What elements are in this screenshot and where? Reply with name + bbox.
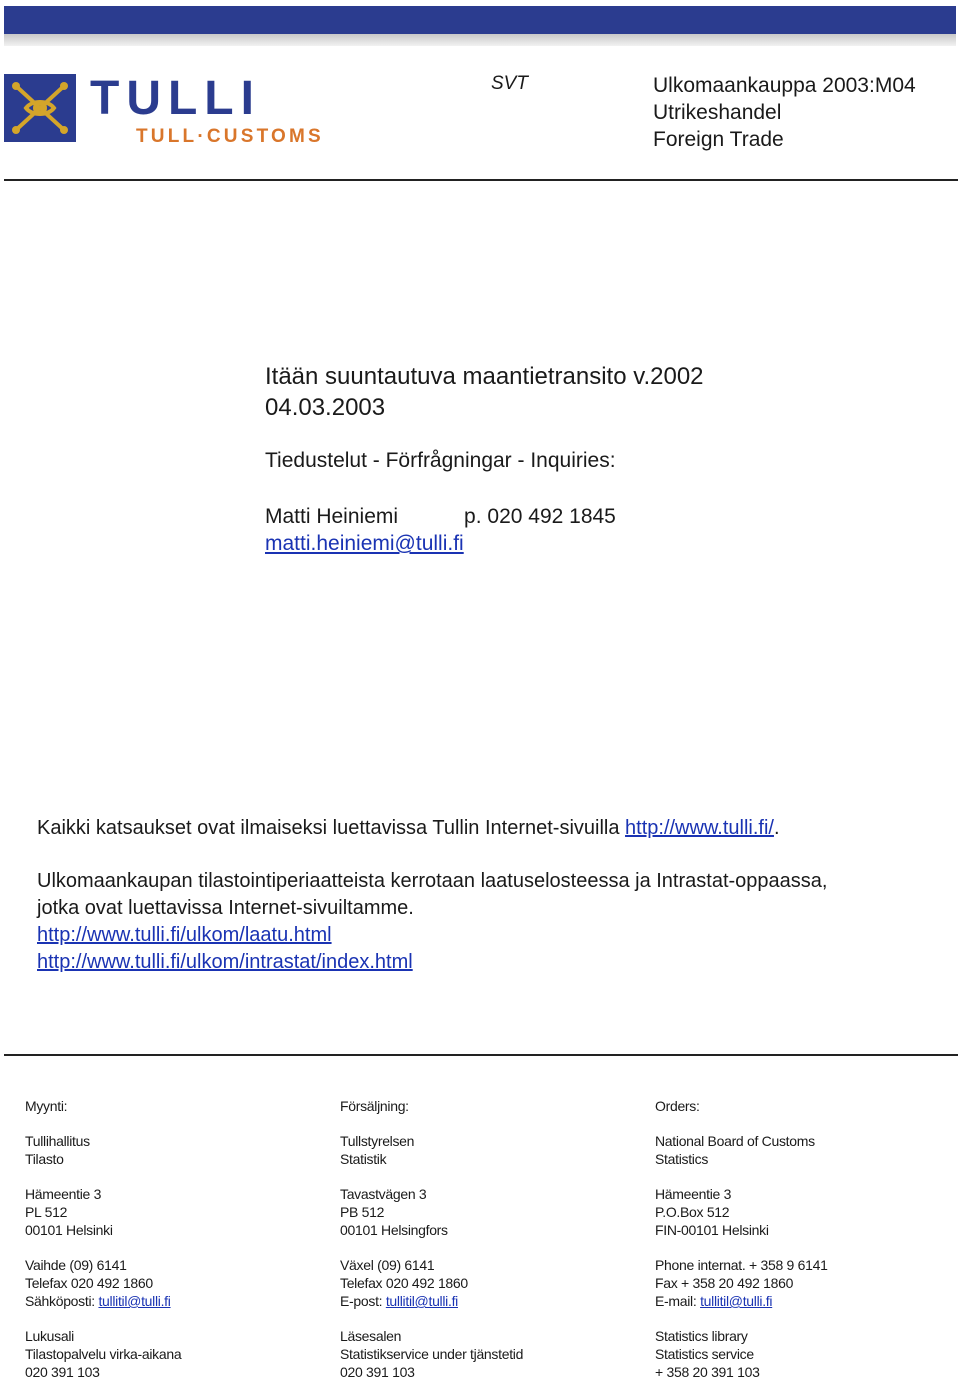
footer-fax: Fax + 358 20 492 1860 xyxy=(655,1275,794,1291)
footer-heading: Orders: xyxy=(655,1098,700,1114)
footer-switchboard: Vaihde (09) 6141 xyxy=(25,1257,127,1273)
footer-fax: Telefax 020 492 1860 xyxy=(340,1275,468,1291)
footer-email-label: E-mail: xyxy=(655,1293,701,1309)
footer-pobox: P.O.Box 512 xyxy=(655,1204,730,1220)
footer-fax: Telefax 020 492 1860 xyxy=(25,1275,153,1291)
footer-dept: Tilasto xyxy=(25,1151,64,1167)
publication-date: 04.03.2003 xyxy=(265,394,386,421)
footer-library-phone: 020 391 103 xyxy=(340,1364,415,1380)
footer-library-phone: 020 391 103 xyxy=(25,1364,100,1380)
inquiries-label: Tiedustelut - Förfrågningar - Inquiries: xyxy=(265,449,616,472)
series-line-fi: Ulkomaankauppa 2003:M04 xyxy=(653,74,916,97)
tulli-emblem-icon xyxy=(4,74,354,148)
top-banner xyxy=(4,6,956,34)
series-block xyxy=(653,72,916,153)
contact-email-link[interactable]: matti.heiniemi@tulli.fi xyxy=(265,532,464,555)
title-text: Itään suuntautuva maantietransito v.2002 xyxy=(265,363,704,390)
footer-library: Läsesalen xyxy=(340,1328,402,1344)
footer-pobox: PL 512 xyxy=(25,1204,68,1220)
series-line-sv: Utrikeshandel xyxy=(653,101,782,124)
footer-email-label: E-post: xyxy=(340,1293,386,1309)
footer-org: National Board of Customs xyxy=(655,1133,815,1149)
footer-email-row xyxy=(25,1292,181,1310)
footer-city: FIN-00101 Helsinki xyxy=(655,1222,769,1238)
tulli-logo xyxy=(4,74,354,148)
intrastat-guide-link[interactable]: http://www.tulli.fi/ulkom/intrastat/index.html xyxy=(37,951,413,973)
header-divider xyxy=(4,179,958,181)
footer-email-link[interactable]: tullitil@tulli.fi xyxy=(385,1293,458,1309)
footer-email-row xyxy=(340,1292,523,1310)
footer-switchboard: Växel (09) 6141 xyxy=(340,1257,435,1273)
footer-dept: Statistik xyxy=(340,1151,387,1167)
contact-name: Matti Heiniemi xyxy=(265,505,399,528)
contact-block xyxy=(265,503,616,557)
contact-phone: p. 020 492 1845 xyxy=(464,505,616,528)
series-tag: SVT xyxy=(491,73,528,94)
info-paragraph-1 xyxy=(37,815,780,842)
footer-column-en xyxy=(655,1097,828,1381)
footer-divider xyxy=(4,1054,958,1056)
footer-library: Statistics library xyxy=(655,1328,748,1344)
footer-pobox: PB 512 xyxy=(340,1204,385,1220)
footer-street: Tavastvägen 3 xyxy=(340,1186,427,1202)
series-line-en: Foreign Trade xyxy=(653,128,784,151)
footer-library-phone: + 358 20 391 103 xyxy=(655,1364,760,1380)
logo-subtitle: TULL·CUSTOMS xyxy=(136,126,324,147)
info-text-1: Kaikki katsaukset ovat ilmaiseksi luettavissa Tullin Internet-sivuilla xyxy=(37,817,626,839)
footer-email-row xyxy=(655,1292,828,1310)
info-text-2-line1: Ulkomaankaupan tilastointiperiaatteista kerrotaan laatuselosteessa ja Intrastat-oppaassa, xyxy=(37,870,828,892)
footer-city: 00101 Helsingfors xyxy=(340,1222,448,1238)
footer-library-service: Statistics service xyxy=(655,1346,754,1362)
footer-email-link[interactable]: tullitil@tulli.fi xyxy=(98,1293,171,1309)
footer-email-link[interactable]: tullitil@tulli.fi xyxy=(700,1293,773,1309)
footer-library-service: Tilastopalvelu virka-aikana xyxy=(25,1346,182,1362)
quality-report-link[interactable]: http://www.tulli.fi/ulkom/laatu.html xyxy=(37,924,332,946)
footer-heading: Försäljning: xyxy=(340,1098,409,1114)
info-paragraph-2 xyxy=(37,868,827,976)
footer-heading: Myynti: xyxy=(25,1098,68,1114)
footer-switchboard: Phone internat. + 358 9 6141 xyxy=(655,1257,828,1273)
info-text-1-end: . xyxy=(773,817,780,839)
footer-city: 00101 Helsinki xyxy=(25,1222,113,1238)
footer-column-fi xyxy=(25,1097,181,1381)
footer-org: Tullihallitus xyxy=(25,1133,90,1149)
footer-org: Tullstyrelsen xyxy=(340,1133,415,1149)
info-text-2-line2: jotka ovat luettavissa Internet-sivuiltamme. xyxy=(37,897,414,919)
footer-street: Hämeentie 3 xyxy=(25,1186,102,1202)
footer-dept: Statistics xyxy=(655,1151,709,1167)
top-banner-shadow xyxy=(4,34,956,46)
tulli-home-link[interactable]: http://www.tulli.fi/ xyxy=(625,817,774,839)
footer-library-service: Statistikservice under tjänstetid xyxy=(340,1346,524,1362)
footer-email-label: Sähköposti: xyxy=(25,1293,99,1309)
document-title xyxy=(265,361,704,423)
logo-wordmark: TULLI xyxy=(90,74,261,125)
footer-column-sv xyxy=(340,1097,523,1381)
footer-street: Hämeentie 3 xyxy=(655,1186,732,1202)
footer-library: Lukusali xyxy=(25,1328,74,1344)
